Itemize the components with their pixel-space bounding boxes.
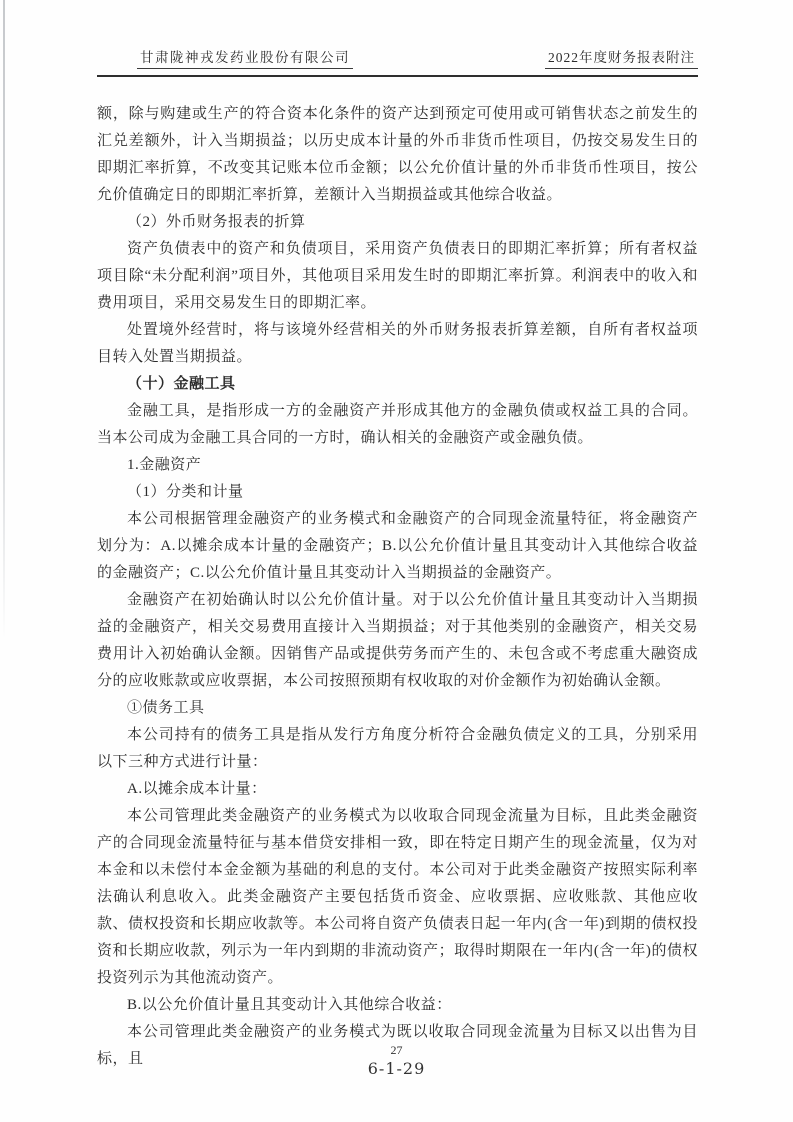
page <box>97 46 698 1073</box>
report-title: 2022年度财务报表附注 <box>545 46 698 69</box>
paragraph: 1.金融资产 <box>127 457 202 473</box>
page-header <box>97 46 698 77</box>
paragraph: 本公司管理此类金融资产的业务模式为以收取合同现金流量为目标，且此类金融资产的合同现金流量特征与基本借贷安排相一致，即在特定日期产生的现金流量，仅为对本金和以未偿付本金金额为基础的利息的支付。本公司对于此类金融资产按照实际利率法确认利息收入。此类金融资产主要包括货币资金、应收票据、应收账款、其他应收款、债权投资和长期应收款等。本公司将自资产负债表日起一年内(含一年)到期的债权投资和长期应收款，列示为一年内到期的非流动资产；取得时期限在一年内(含一年)的债权投资列示为其他流动资产。 <box>97 808 698 986</box>
paragraph: 处置境外经营时，将与该境外经营相关的外币财务报表折算差额，自所有者权益项目转入处置当期损益。 <box>97 322 698 365</box>
scan-edge-artifact <box>3 0 5 640</box>
company-name: 甘肃陇神戎发药业股份有限公司 <box>137 46 353 69</box>
paragraph: （2）外币财务报表的折算 <box>127 214 306 230</box>
page-code: 6-1-29 <box>367 1059 426 1078</box>
paragraph: （1）分类和计量 <box>127 484 244 500</box>
section-heading: （十）金融工具 <box>127 376 236 392</box>
paragraph: B.以公允价值计量且其变动计入其他综合收益： <box>127 997 452 1013</box>
document-body <box>97 101 698 1073</box>
paragraph: 资产负债表中的资产和负债项目，采用资产负债表日的即期汇率折算；所有者权益项目除“未分配利润”项目外，其他项目采用发生时的即期汇率折算。利润表中的收入和费用项目，采用交易发生日的即期汇率。 <box>97 241 698 311</box>
paragraph: 金融工具，是指形成一方的金融资产并形成其他方的金融负债或权益工具的合同。当本公司成为金融工具合同的一方时，确认相关的金融资产或金融负债。 <box>97 403 698 446</box>
paragraph: 本公司持有的债务工具是指从发行方角度分析符合金融负债定义的工具，分别采用以下三种方式进行计量： <box>97 727 698 770</box>
paragraph: 本公司管理此类金融资产的业务模式为既以收取合同现金流量为目标又以出售为目标，且 <box>97 1024 698 1067</box>
paragraph: 本公司根据管理金融资产的业务模式和金融资产的合同现金流量特征，将金融资产划分为：A.以摊余成本计量的金融资产；B.以公允价值计量且其变动计入其他综合收益的金融资产；C.以公允价值计量且其变动计入当期损益的金融资产。 <box>97 511 698 581</box>
page-footer <box>0 1042 793 1080</box>
paragraph: 额，除与购建或生产的符合资本化条件的资产达到预定可使用或可销售状态之前发生的汇兑差额外，计入当期损益；以历史成本计量的外币非货币性项目，仍按交易发生日的即期汇率折算，不改变其记账本位币金额；以公允价值计量的外币非货币性项目，按公允价值确定日的即期汇率折算，差额计入当期损益或其他综合收益。 <box>97 106 698 203</box>
page-number: 27 <box>390 1043 403 1057</box>
paragraph: A.以摊余成本计量： <box>127 781 267 797</box>
paragraph: 金融资产在初始确认时以公允价值计量。对于以公允价值计量且其变动计入当期损益的金融资产，相关交易费用直接计入当期损益；对于其他类别的金融资产，相关交易费用计入初始确认金额。因销售产品或提供劳务而产生的、未包含或不考虑重大融资成分的应收账款或应收票据，本公司按照预期有权收取的对价金额作为初始确认金额。 <box>97 592 698 689</box>
paragraph: ①债务工具 <box>127 700 205 716</box>
